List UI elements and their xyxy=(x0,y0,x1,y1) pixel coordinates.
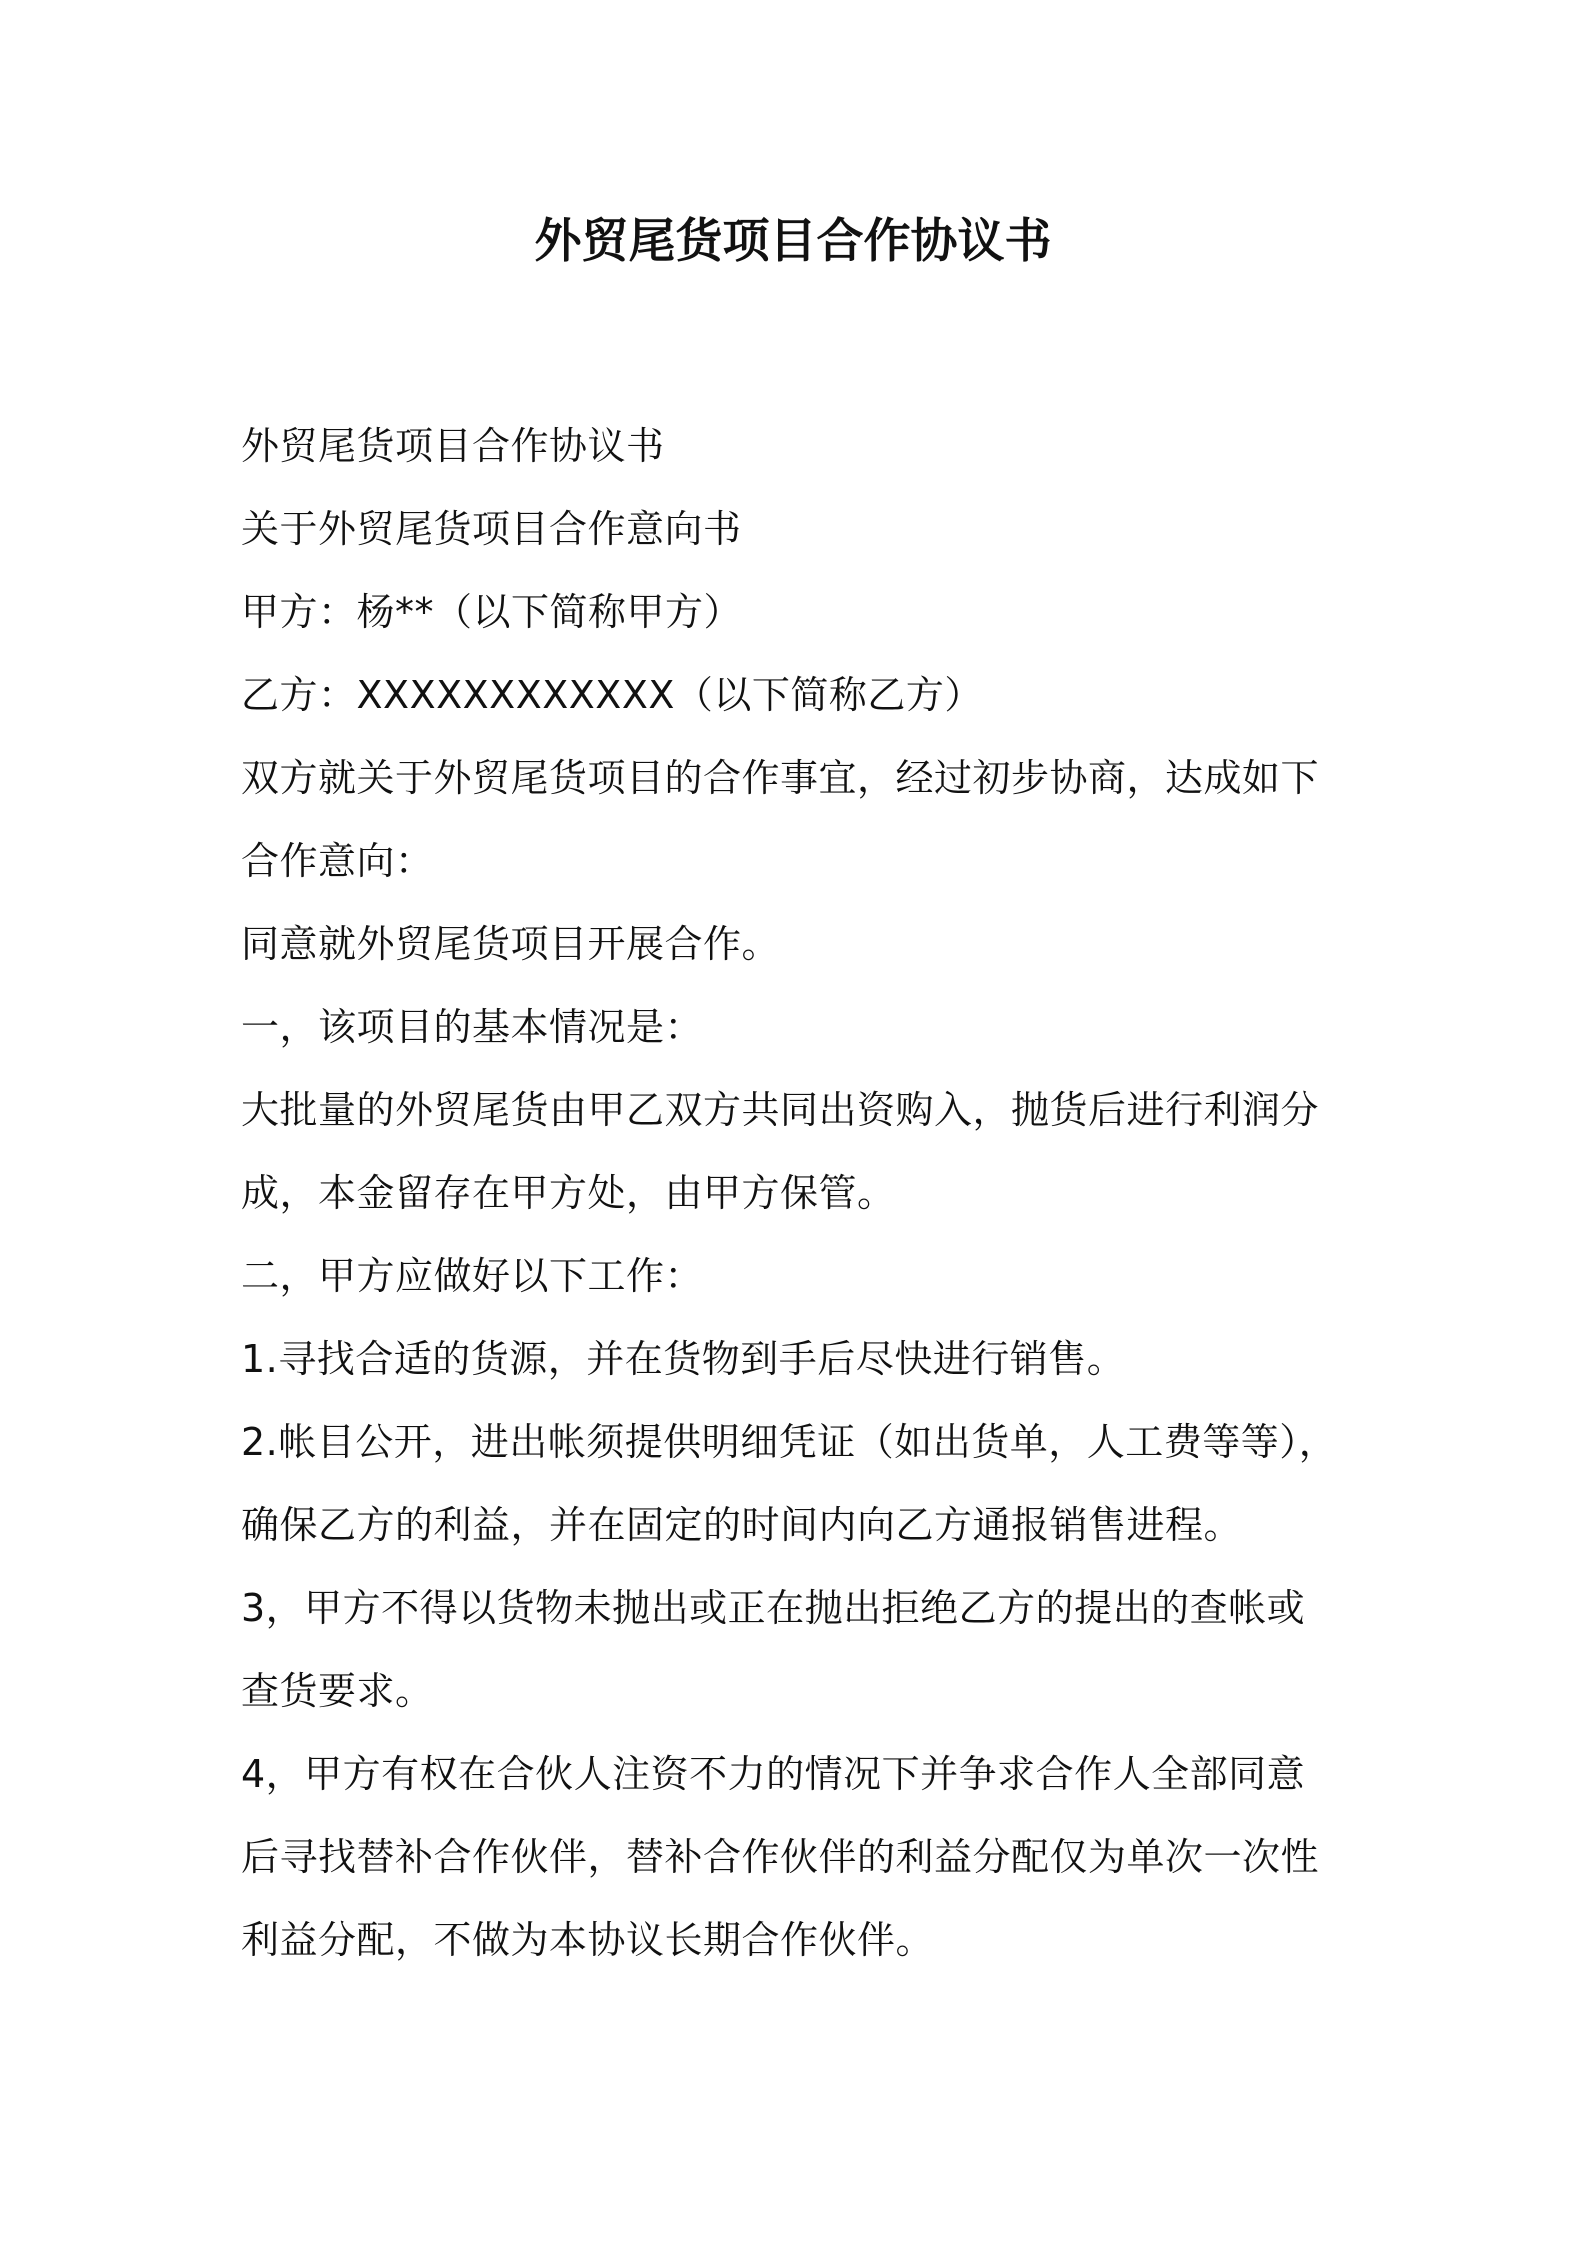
doc-line: 确保乙方的利益，并在固定的时间内向乙方通报销售进程。 xyxy=(241,1503,1243,1547)
doc-line: 3，甲方不得以货物未抛出或正在抛出拒绝乙方的提出的查帐或 xyxy=(241,1586,1306,1630)
doc-line: 甲方：杨**（以下简称甲方） xyxy=(241,590,743,634)
doc-line: 一，该项目的基本情况是： xyxy=(241,1005,704,1049)
doc-line: 关于外贸尾货项目合作意向书 xyxy=(241,507,742,551)
doc-line: 双方就关于外贸尾货项目的合作事宜，经过初步协商，达成如下 xyxy=(241,756,1320,800)
doc-line: 利益分配，不做为本协议长期合作伙伴。 xyxy=(241,1918,935,1962)
document-title: 外贸尾货项目合作协议书 xyxy=(534,214,1052,269)
doc-line: 乙方：XXXXXXXXXXXX（以下简称乙方） xyxy=(241,673,983,717)
doc-line: 查货要求。 xyxy=(241,1669,434,1713)
doc-line: 4，甲方有权在合伙人注资不力的情况下并争求合作人全部同意 xyxy=(241,1752,1306,1796)
doc-line: 2.帐目公开，进出帐须提供明细凭证（如出货单，人工费等等）， xyxy=(241,1420,1338,1464)
doc-line: 后寻找替补合作伙伴，替补合作伙伴的利益分配仅为单次一次性 xyxy=(241,1835,1320,1879)
doc-line: 同意就外贸尾货项目开展合作。 xyxy=(241,922,781,966)
doc-line: 大批量的外贸尾货由甲乙双方共同出资购入，抛货后进行利润分 xyxy=(241,1088,1320,1132)
document-body xyxy=(241,405,1381,1982)
doc-line: 外贸尾货项目合作协议书 xyxy=(241,424,665,468)
doc-line: 二，甲方应做好以下工作： xyxy=(241,1254,704,1298)
doc-line: 成，本金留存在甲方处，由甲方保管。 xyxy=(241,1171,896,1215)
doc-line: 1.寻找合适的货源，并在货物到手后尽快进行销售。 xyxy=(241,1337,1126,1381)
doc-line: 合作意向： xyxy=(241,839,434,883)
